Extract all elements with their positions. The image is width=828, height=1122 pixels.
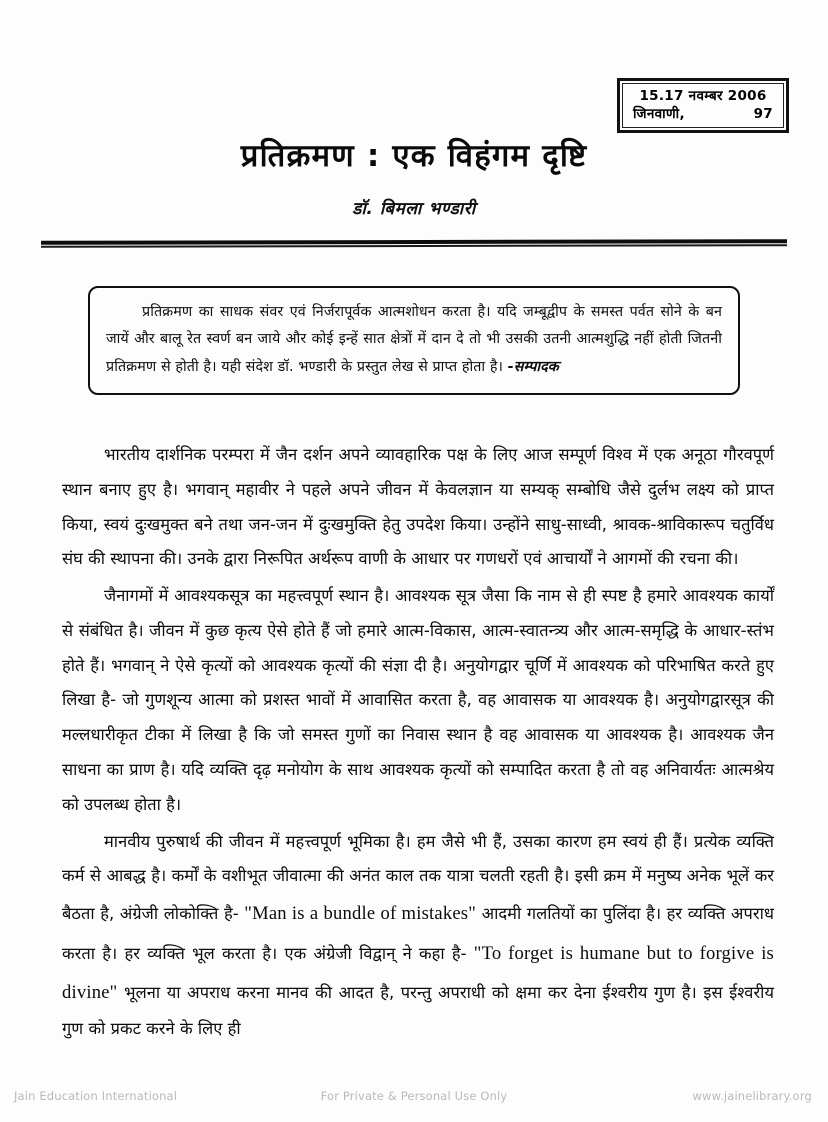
header-divider — [41, 240, 787, 247]
footer-organization: Jain Education International — [14, 1089, 178, 1103]
footer-usage-notice: For Private & Personal Use Only — [320, 1089, 508, 1103]
page-number: 97 — [753, 106, 773, 123]
paragraph-3-part-1: मानवीय पुरुषार्थ की जीवन में महत्त्वपूर्ण भूमिका है। हम जैसे भी हैं, उसका कारण हम स्वयं ही हैं। प्रत्येक व्यक्ति कर्म से आबद्ध है। कर्मों के वशीभूत जीवात्मा की अनंत काल तक यात्रा चलती रहती है। इसी क्रम में मनुष्य अनेक भूलें कर बैठता है, अंग्रेजी लोकोक्ति है- — [62, 831, 774, 924]
abstract-box — [88, 286, 740, 395]
paragraph-3-part-3: भूलना या अपराध करना मानव की आदत है, परन्तु अपराधी को क्षमा कर देना ईश्वरीय गुण है। इस ईश्वरीय गुण को प्रकट करने के लिए ही — [62, 982, 774, 1039]
editor-credit: -सम्पादक — [507, 358, 559, 375]
issue-journal-row — [631, 105, 775, 123]
issue-stamp-box — [617, 78, 789, 133]
divider-thin-bar — [41, 244, 787, 247]
page-title: प्रतिक्रमण : एक विहंगम दृष्टि — [240, 138, 588, 174]
body-paragraph-3 — [62, 825, 774, 1048]
journal-name: जिनवाणी, — [633, 106, 685, 123]
scan-footer — [0, 1084, 828, 1108]
body-paragraph-2: जैनागमों में आवश्यकसूत्र का महत्त्वपूर्ण स्थान है। आवश्यक सूत्र जैसा कि नाम से ही स्पष्ट है हमारे आवश्यक कार्यों से संबंधित है। जीवन में कुछ कृत्य ऐसे होते हैं जो हमारे आत्म-विकास, आत्म-स्वातन्त्र्य और आत्म-समृद्धि के आधार-स्तंभ होते हैं। भगवान् ने ऐसे कृत्यों को आवश्यक कृत्यों की संज्ञा दी है। अनुयोगद्वार चूर्णि में आवश्यक को परिभाषित करते हुए लिखा है- जो गुणशून्य आत्मा को प्रशस्त भावों में आवासित करता है, वह आवासक या आवश्यक है। अनुयोगद्वारसूत्र की मल्लधारीकृत टीका में लिखा है कि जो समस्त गुणों का निवास स्थान है वह आवासक या आवश्यक है। आवश्यक जैन साधना का प्राण है। यदि व्यक्ति दृढ़ मनोयोग के साथ आवश्यक कृत्यों को सम्पादित करता है तो वह अनिवार्यतः आत्मश्रेय को उपलब्ध होता है। — [62, 586, 774, 814]
author-byline: डॉ. बिमला भण्डारी — [352, 199, 476, 219]
english-quote-2: "To forget is humane but to forgive is divine" — [62, 942, 774, 1003]
issue-date: 15.17 नवम्बर 2006 — [639, 88, 767, 104]
body-column — [62, 438, 774, 1049]
english-quote-1: "Man is a bundle of mistakes" — [244, 903, 477, 925]
footer-website: www.jainelibrary.org — [692, 1089, 812, 1103]
paragraph-3-part-2: आदमी गलतियों का पुलिंदा है। हर व्यक्ति अपराध करता है। हर व्यक्ति भूल करता है। एक अंग्रेजी विद्वान् ने कहा है- — [62, 904, 774, 963]
body-paragraph-1: भारतीय दार्शनिक परम्परा में जैन दर्शन अपने व्यावहारिक पक्ष के लिए आज सम्पूर्ण विश्व में एक अनूठा गौरवपूर्ण स्थान बनाए हुए है। भगवान् महावीर ने पहले अपने जीवन में केवलज्ञान या सम्यक् सम्बोधि जैसे दुर्लभ लक्ष्य को प्राप्त किया, स्वयं दुःखमुक्त बने तथा जन-जन में दुःखमुक्ति हेतु उपदेश किया। उन्होंने साधु-साध्वी, श्रावक-श्राविकारूप चतुर्विध संघ की स्थापना की। उनके द्वारा निरूपित अर्थरूप वाणी के आधार पर गणधरों एवं आचार्यों ने आगमों की रचना की। — [62, 445, 774, 569]
abstract-body-text: प्रतिक्रमण का साधक संवर एवं निर्जरापूर्वक आत्मशोधन करता है। यदि जम्बूद्वीप के समस्त पर्वत सोने के बन जायें और बालू रेत स्वर्ण बन जाये और कोई इन्हें सात क्षेत्रों में दान दे तो भी उसकी उतनी आत्मशुद्धि नहीं होती जितनी प्रतिक्रमण से होती है। यही संदेश डॉ. भण्डारी के प्रस्तुत लेख से प्राप्त होता है। — [106, 304, 722, 375]
issue-stamp-inner — [622, 83, 784, 128]
abstract-paragraph — [106, 299, 722, 381]
